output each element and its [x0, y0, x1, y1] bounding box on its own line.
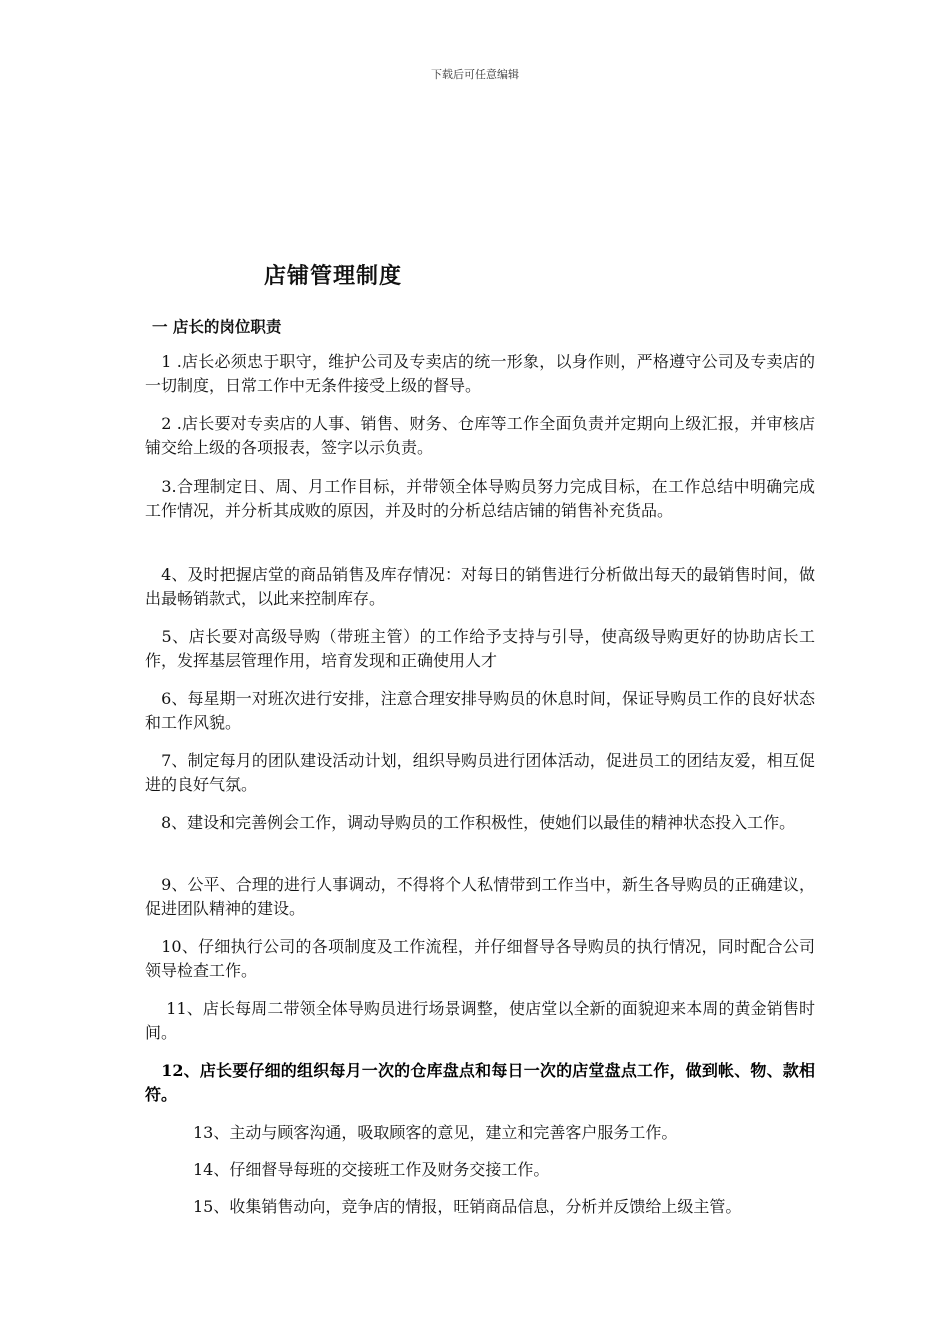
paragraph-3: 3.合理制定日、周、月工作目标，并带领全体导购员努力完成目标，在工作总结中明确完成工作情况，并分析其成败的原因，并及时的分析总结店铺的销售补充货品。 — [145, 477, 815, 520]
paragraph-15: 15、收集销售动向，竞争店的情报，旺销商品信息，分析并反馈给上级主管。 — [145, 1197, 742, 1216]
paragraph-10: 10、仔细执行公司的各项制度及工作流程，并仔细督导各导购员的执行情况，同时配合公司领导检查工作。 — [145, 937, 815, 980]
paragraph-14: 14、仔细督导每班的交接班工作及财务交接工作。 — [145, 1160, 550, 1179]
header-note: 下载后可任意编辑 — [431, 68, 519, 81]
paragraph-2: 2 .店长要对专卖店的人事、销售、财务、仓库等工作全面负责并定期向上级汇报，并审核店铺交给上级的各项报表，签字以示负责。 — [145, 414, 815, 457]
paragraph-4: 4、及时把握店堂的商品销售及库存情况：对每日的销售进行分析做出每天的最销售时间，做出最畅销款式，以此来控制库存。 — [145, 565, 815, 608]
paragraph-1: 1 .店长必须忠于职守，维护公司及专卖店的统一形象，以身作则，严格遵守公司及专卖店的一切制度，日常工作中无条件接受上级的督导。 — [145, 352, 815, 395]
paragraph-5: 5、店长要对高级导购（带班主管）的工作给予支持与引导，使高级导购更好的协助店长工作，发挥基层管理作用，培育发现和正确使用人才 — [145, 627, 815, 670]
paragraph-6: 6、每星期一对班次进行安排，注意合理安排导购员的休息时间，保证导购员工作的良好状态和工作风貌。 — [145, 689, 815, 732]
document-title: 店铺管理制度 — [264, 264, 403, 289]
section-heading: 一 店长的岗位职责 — [152, 318, 282, 336]
paragraph-7: 7、制定每月的团队建设活动计划，组织导购员进行团体活动，促进员工的团结友爱，相互促进的良好气氛。 — [145, 751, 815, 794]
paragraph-12: 12、店长要仔细的组织每月一次的仓库盘点和每日一次的店堂盘点工作，做到帐、物、款相符。 — [145, 1061, 815, 1104]
paragraph-8: 8、建设和完善例会工作，调动导购员的工作积极性，使她们以最佳的精神状态投入工作。 — [145, 813, 796, 832]
paragraph-13: 13、主动与顾客沟通，吸取顾客的意见，建立和完善客户服务工作。 — [145, 1123, 678, 1142]
paragraph-9: 9、公平、合理的进行人事调动，不得将个人私情带到工作当中，新生各导购员的正确建议，促进团队精神的建设。 — [145, 875, 815, 918]
paragraph-11: 11、店长每周二带领全体导购员进行场景调整，使店堂以全新的面貌迎来本周的黄金销售时间。 — [145, 999, 815, 1042]
